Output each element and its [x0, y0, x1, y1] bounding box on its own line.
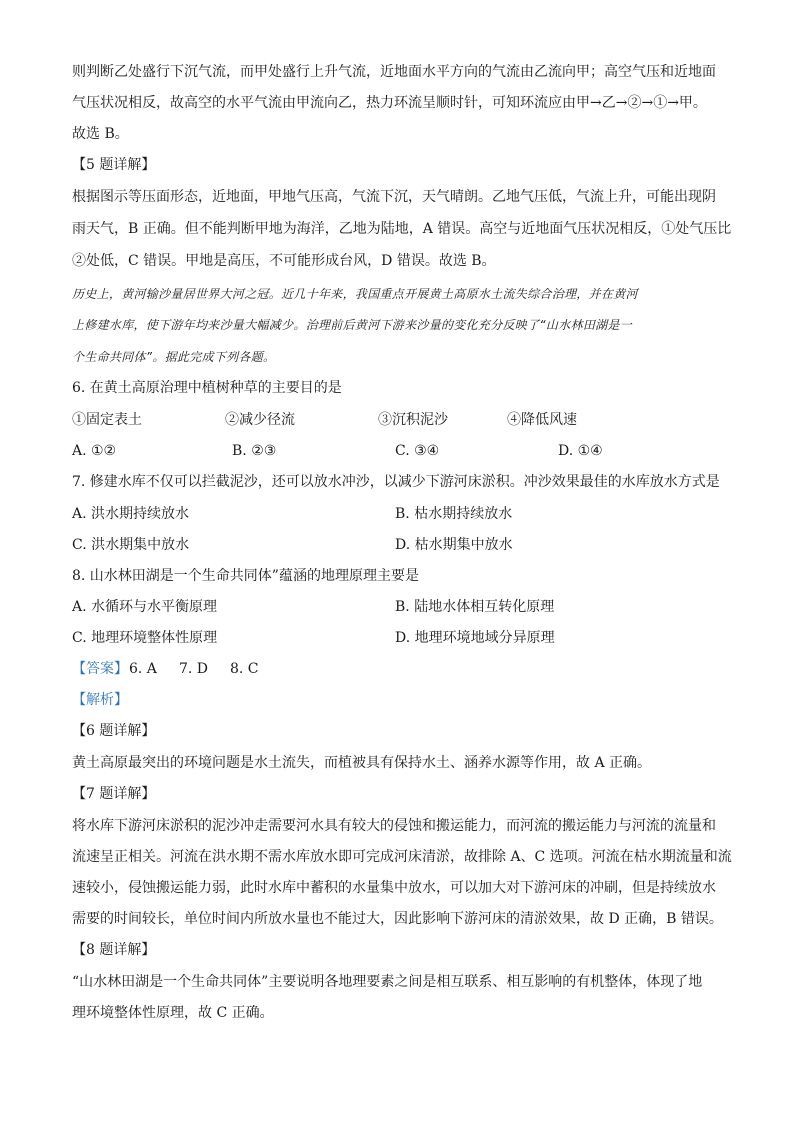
q6-option-b: B. ②③ [232, 443, 277, 459]
q6-item: ②减少径流 [225, 412, 295, 428]
text-line: 雨天气，B 正确。但不能判断甲地为海洋，乙地为陆地，A 错误。高空与近地面气压状况相反，①处气压比 [72, 221, 732, 237]
text-line: 根据图示等压面形态，近地面，甲地气压高，气流下沉，天气晴朗。乙地气压低，气流上升，可能出现阴 [72, 189, 716, 205]
text-line: ②处低，C 错误。甲地是高压，不可能形成台风，D 错误。故选 B。 [72, 253, 496, 269]
q6-item: ③沉积泥沙 [378, 412, 448, 428]
passage-line: 上修建水库，使下游年均来沙量大幅减少。治理前后黄河下游来沙量的变化充分反映了“山水林田湖是一 [72, 318, 633, 332]
d7-heading: 【7 题详解】 [72, 786, 156, 802]
text-line: 则判断乙处盛行下沉气流，而甲处盛行上升气流，近地面水平方向的气流由乙流向甲；高空气压和近地面 [72, 64, 716, 80]
text-line: 故选 B。 [72, 126, 129, 142]
q8-option-a: A. 水循环与水平衡原理 [72, 599, 218, 615]
q7-option-c: C. 洪水期集中放水 [72, 537, 190, 553]
q8-option-c: C. 地理环境整体性原理 [72, 630, 218, 646]
text-line: “山水林田湖是一个生命共同体”主要说明各地理要素之间是相互联系、相互影响的有机整体，体现了地 [72, 974, 703, 990]
q8-stem: 8. 山水林田湖是一个生命共同体”蕴涵的地理原理主要是 [72, 568, 419, 584]
q6-item: ①固定表土 [72, 412, 142, 428]
q6-option-a: A. ①② [72, 443, 117, 459]
analysis-tag: 【解析】 [72, 692, 128, 708]
q7-option-d: D. 枯水期集中放水 [395, 537, 513, 553]
d8-heading: 【8 题详解】 [72, 942, 156, 958]
answer-value: 7. D [179, 661, 209, 677]
q6-option-c: C. ③④ [395, 443, 440, 459]
q7-option-b: B. 枯水期持续放水 [395, 506, 513, 522]
q6-stem: 6. 在黄土高原治理中植树种草的主要目的是 [72, 380, 342, 396]
q5-heading: 【5 题详解】 [72, 157, 156, 173]
answer-tag: 【答案】 [72, 661, 128, 677]
d6-heading: 【6 题详解】 [72, 723, 156, 739]
q6-item: ④降低风速 [507, 412, 577, 428]
answer-value: 6. A [129, 661, 157, 677]
text-line: 黄土高原最突出的环境问题是水土流失，而植被具有保持水土、涵养水源等作用，故 A 正确。 [72, 755, 652, 771]
text-line: 流速呈正相关。河流在洪水期不需水库放水即可完成河床清淤，故排除 A、C 选项。河流在枯水期流量和流 [72, 849, 732, 865]
q8-option-d: D. 地理环境地域分异原理 [395, 630, 555, 646]
q7-stem: 7. 修建水库不仅可以拦截泥沙，还可以放水冲沙，以减少下游河床淤积。冲沙效果最佳的水库放水方式是 [72, 474, 720, 490]
passage-line: 个生命共同体”。据此完成下列各题。 [72, 350, 276, 364]
text-line: 需要的时间较长，单位时间内所放水量也不能过大，因此影响下游河床的清淤效果，故 D 正确，B 错误。 [72, 911, 723, 927]
answer-value: 8. C [230, 661, 259, 677]
q7-option-a: A. 洪水期持续放水 [72, 506, 190, 522]
text-line: 气压状况相反，故高空的水平气流由甲流向乙，热力环流呈顺时针，可知环流应由甲→乙→②→①→甲。 [72, 95, 707, 111]
q8-option-b: B. 陆地水体相互转化原理 [395, 599, 555, 615]
text-line: 理环境整体性原理，故 C 正确。 [72, 1005, 274, 1021]
passage-line: 历史上，黄河输沙量居世界大河之冠。近几十年来，我国重点开展黄土高原水土流失综合治理，并在黄河 [72, 287, 638, 301]
q6-option-d: D. ①④ [558, 443, 603, 459]
text-line: 将水库下游河床淤积的泥沙冲走需要河水具有较大的侵蚀和搬运能力，而河流的搬运能力与河流的流量和 [72, 818, 716, 834]
text-line: 速较小，侵蚀搬运能力弱，此时水库中蓄积的水量集中放水，可以加大对下游河床的冲刷，但是持续放水 [72, 880, 716, 896]
